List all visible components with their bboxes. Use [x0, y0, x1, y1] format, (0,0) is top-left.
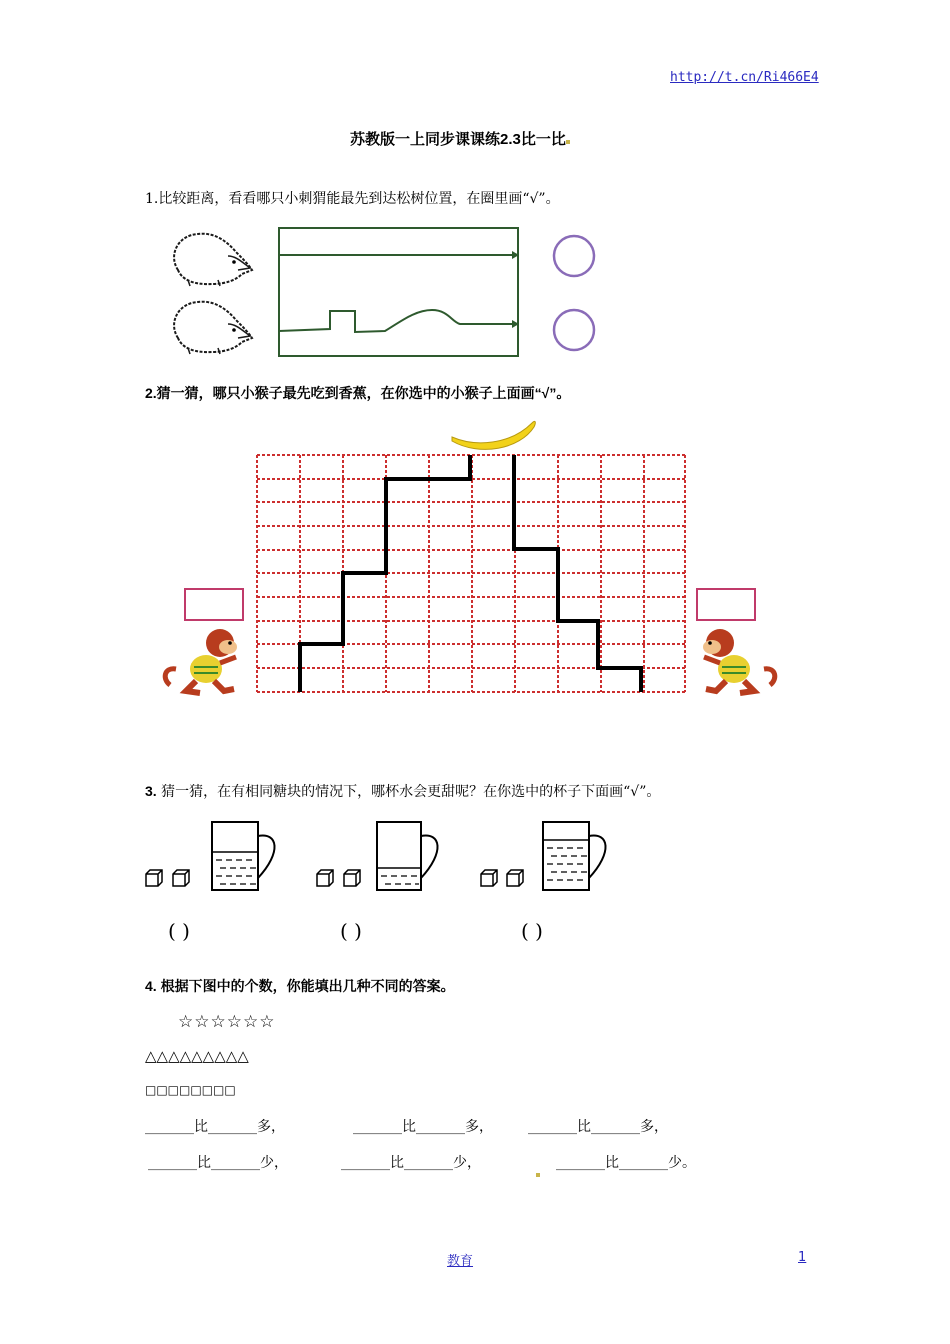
blank[interactable]: _______	[353, 1119, 402, 1135]
question-1: 1.比较距离，看看哪只小刺猬能最先到达松树位置，在圈里画“√”。	[145, 191, 560, 207]
word-duo: 多，	[257, 1119, 285, 1135]
question-2: 2.猜一猜，哪只小猴子最先吃到香蕉，在你选中的小猴子上面画“√”。	[145, 385, 571, 401]
blank[interactable]: _______	[591, 1119, 640, 1135]
answer-paren-3[interactable]: ( )	[521, 919, 543, 943]
sugar-cube-icon	[507, 870, 523, 886]
sugar-cube-icon	[146, 870, 162, 886]
blank[interactable]: _______	[528, 1119, 577, 1135]
hedgehog-icon	[174, 234, 252, 286]
answer-line-less-1	[148, 1152, 288, 1172]
word-shao: 少，	[260, 1155, 288, 1171]
banana-icon	[452, 421, 535, 449]
answer-line-more-2	[353, 1116, 493, 1136]
word-duo: 多，	[640, 1119, 668, 1135]
answer-paren-2[interactable]: ( )	[340, 919, 362, 943]
answer-line-less-3	[556, 1152, 696, 1172]
page-title-text: 苏教版一上同步课课练2.3比一比	[350, 131, 566, 148]
word-duo: 多，	[465, 1119, 493, 1135]
word-bi: 比	[577, 1119, 591, 1135]
q1-figure	[160, 222, 620, 362]
winding-path	[279, 310, 512, 332]
blank[interactable]: _______	[208, 1119, 257, 1135]
answer-box-left[interactable]	[185, 589, 243, 620]
answer-circle-1[interactable]	[554, 236, 594, 276]
q2-figure	[150, 415, 790, 705]
page-number: 1	[798, 1250, 807, 1265]
marker-dot	[566, 140, 570, 144]
q3-figure	[140, 818, 620, 898]
page-title	[350, 128, 570, 149]
cup-icon	[212, 822, 275, 890]
sugar-cube-icon	[481, 870, 497, 886]
dashed-grid	[257, 455, 685, 692]
q3-label: 猜一猜，在有相同糖块的情况下，哪杯水会更甜呢？在你选中的杯子下面画“√”。	[156, 784, 661, 800]
stars-row: ☆☆☆☆☆☆	[178, 1012, 276, 1032]
question-3	[145, 781, 660, 801]
blank[interactable]: _______	[145, 1119, 194, 1135]
blank[interactable]: _______	[404, 1155, 453, 1171]
word-bi: 比	[194, 1119, 208, 1135]
q3-number: 3.	[145, 783, 157, 799]
squares-row: □□□□□□□□	[145, 1083, 236, 1097]
sugar-cube-icon	[344, 870, 360, 886]
path-box	[279, 228, 518, 356]
answer-box-right[interactable]	[697, 589, 755, 620]
answer-line-less-2	[341, 1152, 481, 1172]
blank[interactable]: _______	[341, 1155, 390, 1171]
blank[interactable]: _______	[416, 1119, 465, 1135]
answer-line-more-1	[145, 1116, 285, 1136]
answer-circle-2[interactable]	[554, 310, 594, 350]
cup-icon	[543, 822, 606, 890]
sugar-cube-icon	[173, 870, 189, 886]
answer-paren-1[interactable]: ( )	[168, 919, 190, 943]
marker-dot	[536, 1162, 540, 1181]
word-bi: 比	[197, 1155, 211, 1171]
question-4: 4. 根据下图中的个数，你能填出几种不同的答案。	[145, 978, 455, 994]
answer-line-more-3	[528, 1116, 668, 1136]
word-bi: 比	[390, 1155, 404, 1171]
monkey-icon	[165, 629, 237, 693]
word-bi: 比	[402, 1119, 416, 1135]
blank[interactable]: _______	[556, 1155, 605, 1171]
word-shao: 少，	[453, 1155, 481, 1171]
monkey-icon	[703, 629, 775, 693]
blank[interactable]: _______	[619, 1155, 668, 1171]
hedgehog-icon	[174, 302, 252, 354]
header-link[interactable]: http://t.cn/Ri466E4	[670, 70, 819, 85]
sugar-cube-icon	[317, 870, 333, 886]
footer-link[interactable]: 教育	[447, 1254, 474, 1269]
triangles-row: △△△△△△△△△	[145, 1047, 249, 1065]
word-bi: 比	[605, 1155, 619, 1171]
word-shao-end: 少。	[668, 1155, 696, 1171]
cup-icon	[377, 822, 438, 890]
blank[interactable]: _______	[211, 1155, 260, 1171]
blank[interactable]: _______	[148, 1155, 197, 1171]
